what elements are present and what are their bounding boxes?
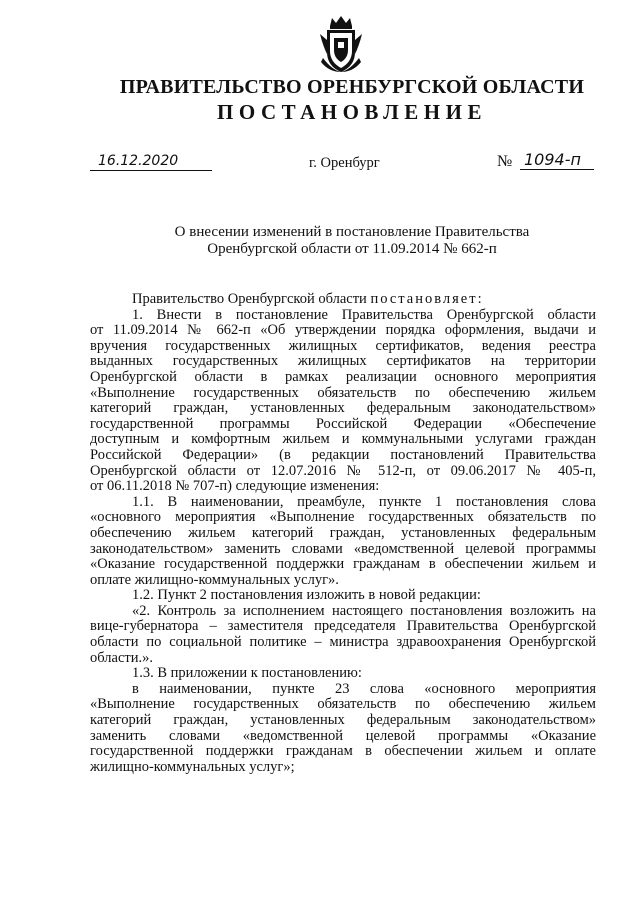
text-line: от 06.11.2018 № 707-п) следующие изменения: xyxy=(90,478,380,495)
orenburg-coat-of-arms-icon xyxy=(317,14,365,74)
text-line: области.». xyxy=(90,649,153,666)
paragraph-1-3 xyxy=(90,666,596,682)
text-line: «Выполнение государственных обязательств по обеспечению жильем xyxy=(90,696,596,713)
document-number: 1094-п xyxy=(520,150,594,170)
text-line: государственной программы Российской Федерации «Обеспечение xyxy=(90,415,596,432)
text-line: вице-губернатора – заместителя председателя Правительства Оренбургской xyxy=(90,618,596,635)
paragraph-1-1 xyxy=(90,495,596,589)
text-line: заменить словами «ведомственной целевой программы «Оказание xyxy=(90,727,596,744)
text-line: 1.1. В наименовании, преамбуле, пункте 1 постановления слова xyxy=(132,493,596,510)
text-line: 1.2. Пункт 2 постановления изложить в новой редакции: xyxy=(132,587,481,604)
text-line: категорий граждан, установленных федеральным законодательством» xyxy=(90,400,596,417)
text-line: выданных государственных жилищных сертификатов на территории xyxy=(90,353,596,370)
document-date: 16.12.2020 xyxy=(90,152,212,171)
text-line: доступным и комфортным жильем и коммунальными услугами граждан xyxy=(90,431,596,448)
text-line: области по социальной политике – министра здравоохранения Оренбургской xyxy=(90,634,596,651)
paragraph-1-2-quote xyxy=(90,604,596,666)
text-line: оплате жилищно-коммунальных услуг». xyxy=(90,571,339,588)
document-number-label: № xyxy=(497,153,513,170)
text-line: жилищно-коммунальных услуг»; xyxy=(90,758,295,775)
text-line: «основного мероприятия «Выполнение государственных обязательств по xyxy=(90,509,596,526)
intro-colon: : xyxy=(477,291,482,307)
paragraph-1-3-a xyxy=(90,682,596,776)
subject-line: О внесении изменений в постановление Правительства xyxy=(174,224,530,240)
government-title: ПРАВИТЕЛЬСТВО ОРЕНБУРГСКОЙ ОБЛАСТИ xyxy=(119,76,585,98)
text-line: «2. Контроль за исполнением настоящего постановления возложить на xyxy=(132,602,596,619)
text-line: от 11.09.2014 № 662-п «Об утверждении порядка оформления, выдачи и xyxy=(90,322,596,339)
document-subject xyxy=(0,224,640,258)
document-type-title: ПОСТАНОВЛЕНИЕ xyxy=(217,100,487,124)
text-line: «Оказание государственной поддержки гражданам в обеспечении жильем и xyxy=(90,556,596,573)
text-line: государственной поддержки гражданам в обеспечении жильем и оплате xyxy=(90,743,596,760)
text-line: Оренбургской области в рамках реализации основного мероприятия xyxy=(90,368,596,385)
paragraph-1-2 xyxy=(90,588,596,604)
text-line: законодательством» заменить словами «ведомственной целевой программы xyxy=(90,540,596,557)
text-line: Оренбургской области от 12.07.2016 № 512-п, от 09.06.2017 № 405-п, xyxy=(90,462,596,479)
paragraph-1 xyxy=(90,308,596,495)
intro-decree-word: постановляет xyxy=(370,291,478,307)
text-line: категорий граждан, установленных федеральным законодательством» xyxy=(90,712,596,729)
document-city: г. Оренбург xyxy=(309,155,380,171)
text-line: «Выполнение государственных обязательств по обеспечению жильем xyxy=(90,384,596,401)
text-line: вручения государственных жилищных сертификатов, ведения реестра xyxy=(90,337,596,354)
text-line: 1. Внести в постановление Правительства Оренбургской области xyxy=(132,306,596,323)
text-line: Российской Федерации» (в редакции постановлений Правительства xyxy=(90,446,596,463)
text-line: обеспечению жильем категорий граждан, установленных федеральным xyxy=(90,524,596,541)
document-body xyxy=(90,292,596,775)
text-line: 1.3. В приложении к постановлению: xyxy=(132,665,362,682)
text-line: в наименовании, пункте 23 слова «основного мероприятия xyxy=(132,680,596,697)
subject-line: Оренбургской области от 11.09.2014 № 662-п xyxy=(207,241,497,257)
intro-text: Правительство Оренбургской области xyxy=(132,291,367,307)
intro-paragraph xyxy=(90,292,596,308)
